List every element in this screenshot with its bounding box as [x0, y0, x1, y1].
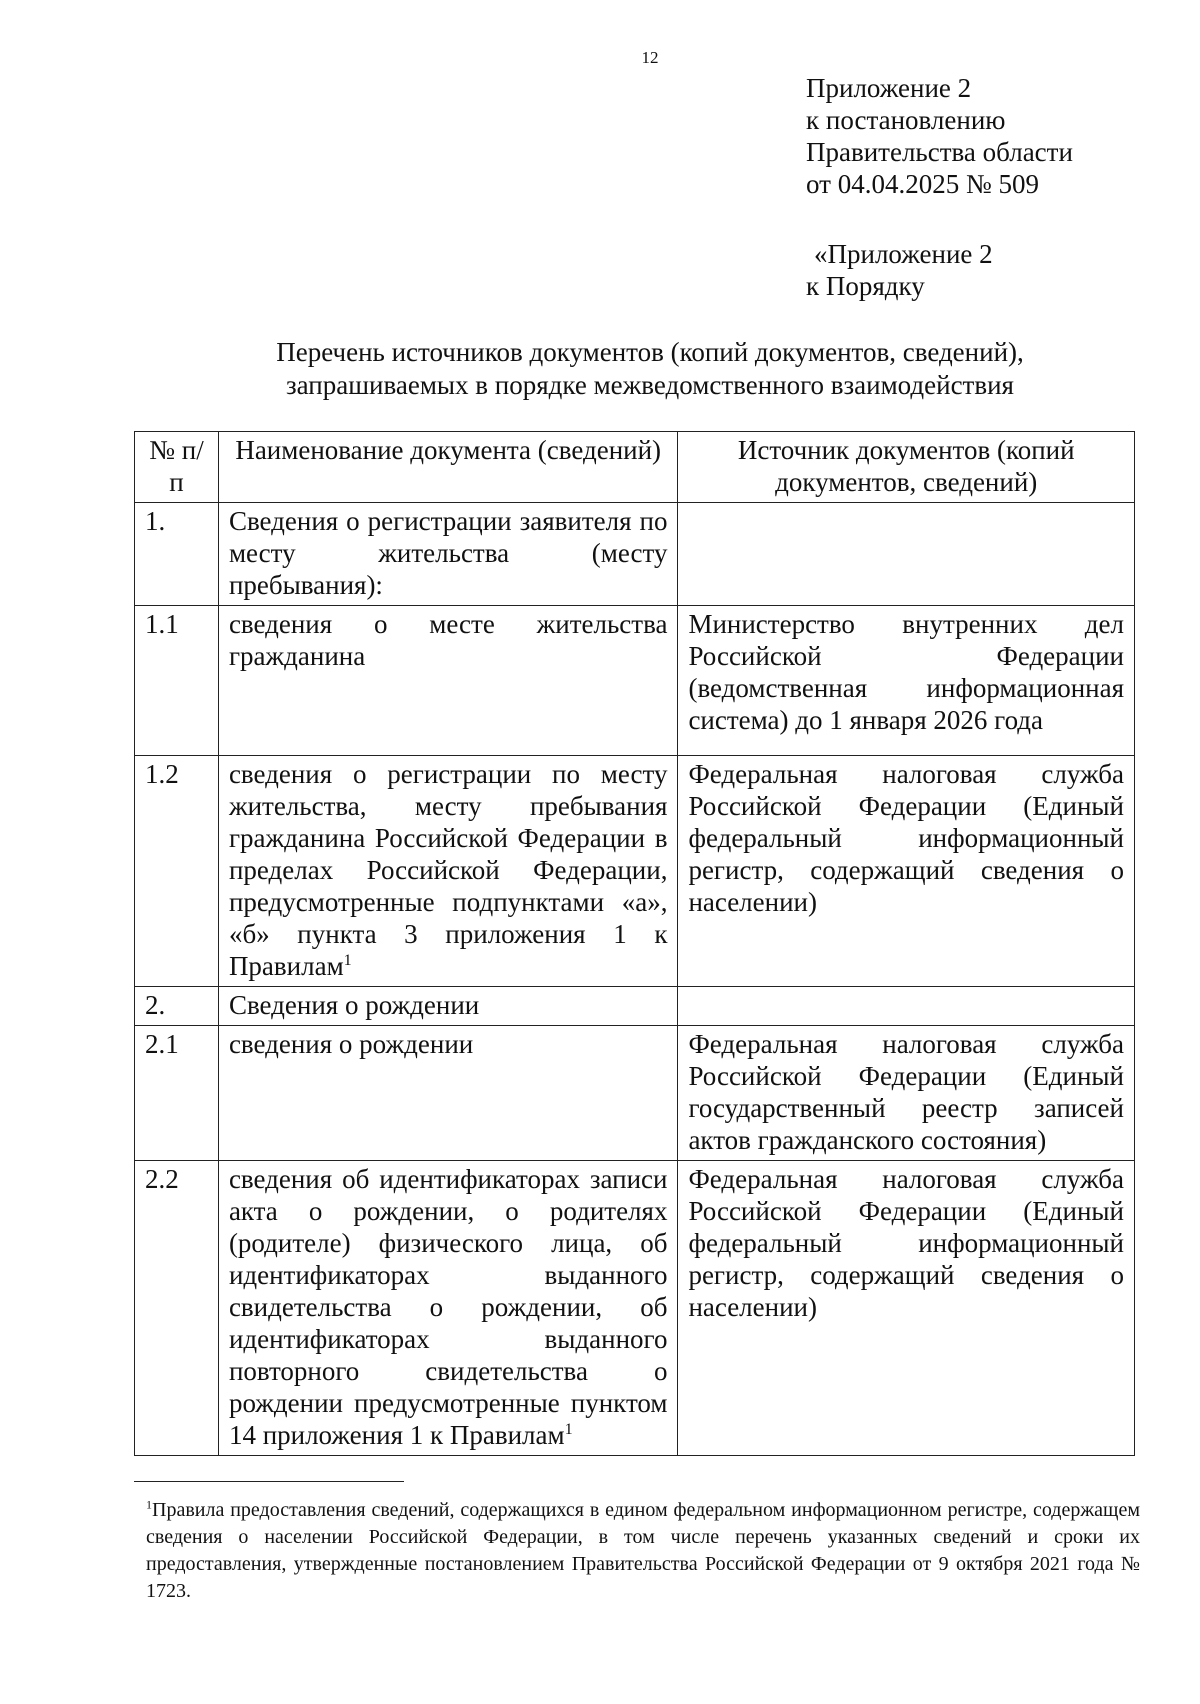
row-num: 1.1: [135, 606, 219, 756]
row-source: [678, 987, 1135, 1026]
table-row: [135, 756, 1135, 987]
row-source: [678, 503, 1135, 606]
sources-table: [134, 431, 1135, 1456]
row-document-name: Сведения о регистрации заявителя по месту жительства (месту пребывания):: [218, 503, 678, 606]
row-document-name: [218, 756, 678, 987]
row-document-name: Сведения о рождении: [218, 987, 678, 1026]
footnote-reference: 1: [564, 1420, 573, 1438]
row-document-name: сведения о рождении: [218, 1026, 678, 1161]
row-source: Федеральная налоговая служба Российской Федерации (Единый государственный реестр записей актов гражданского состояния): [678, 1026, 1135, 1161]
footnote: [146, 1497, 1140, 1605]
appendix-line: от 04.04.2025 № 509: [806, 169, 1039, 199]
row-document-name: сведения о месте жительства гражданина: [218, 606, 678, 756]
footnote-mark: 1: [146, 1497, 152, 1512]
row-num: 2.: [135, 987, 219, 1026]
table-header-row: [135, 432, 1135, 503]
header-source: Источник документов (копий документов, сведений): [678, 432, 1135, 503]
appendix-line: Приложение 2: [806, 73, 972, 103]
sub-appendix-line: к Порядку: [806, 271, 925, 301]
table-row: [135, 987, 1135, 1026]
footnote-text: Правила предоставления сведений, содержащихся в едином федеральном информационном регистре, содержащем сведения о населении Российской Федерации, в том числе перечень указанных сведений и сроки их предоставления, утвержденные постановлением Правительства Российской Федерации от 9 октября 2021 года № 1723.: [146, 1499, 1140, 1602]
appendix-line: Правительства области: [806, 137, 1073, 167]
row-num: 2.2: [135, 1161, 219, 1456]
footnote-reference: 1: [343, 951, 352, 969]
document-title: [150, 336, 1150, 402]
row-num: 1.2: [135, 756, 219, 987]
header-num: № п/п: [135, 432, 219, 503]
appendix-header: [806, 72, 1073, 200]
sub-appendix-header: [806, 238, 993, 302]
appendix-line: к постановлению: [806, 105, 1006, 135]
sub-appendix-line: «Приложение 2: [814, 239, 993, 269]
footnote-separator: [134, 1481, 404, 1482]
table-row: [135, 1161, 1135, 1456]
table-row: [135, 503, 1135, 606]
row-num: 1.: [135, 503, 219, 606]
page-number: 12: [641, 48, 659, 67]
header-document-name: Наименование документа (сведений): [218, 432, 678, 503]
row-document-name-text: сведения о регистрации по месту жительства, месту пребывания гражданина Российской Федерации в пределах Российской Федерации, предусмотренные подпунктами «а», «б» пункта 3 приложения 1 к Правилам: [228, 759, 668, 981]
document-title-line-2: запрашиваемых в порядке межведомственного взаимодействия: [286, 370, 1014, 400]
row-document-name-text: сведения об идентификаторах записи акта о рождении, о родителях (родителе) физического лица, об идентификаторах выданного свидетельства о рождении, об идентификаторах выданного повторного свидетельства о рождении предусмотренные пунктом 14 приложения 1 к Правилам: [228, 1164, 668, 1450]
row-document-name: [218, 1161, 678, 1456]
row-num: 2.1: [135, 1026, 219, 1161]
row-source: Министерство внутренних дел Российской Федерации (ведомственная информационная система) до 1 января 2026 года: [678, 606, 1135, 756]
document-title-line-1: Перечень источников документов (копий документов, сведений),: [276, 337, 1024, 367]
row-source: Федеральная налоговая служба Российской Федерации (Единый федеральный информационный регистр, содержащий сведения о населении): [678, 1161, 1135, 1456]
table-row: [135, 1026, 1135, 1161]
row-source: Федеральная налоговая служба Российской Федерации (Единый федеральный информационный регистр, содержащий сведения о населении): [678, 756, 1135, 987]
table-row: [135, 606, 1135, 756]
